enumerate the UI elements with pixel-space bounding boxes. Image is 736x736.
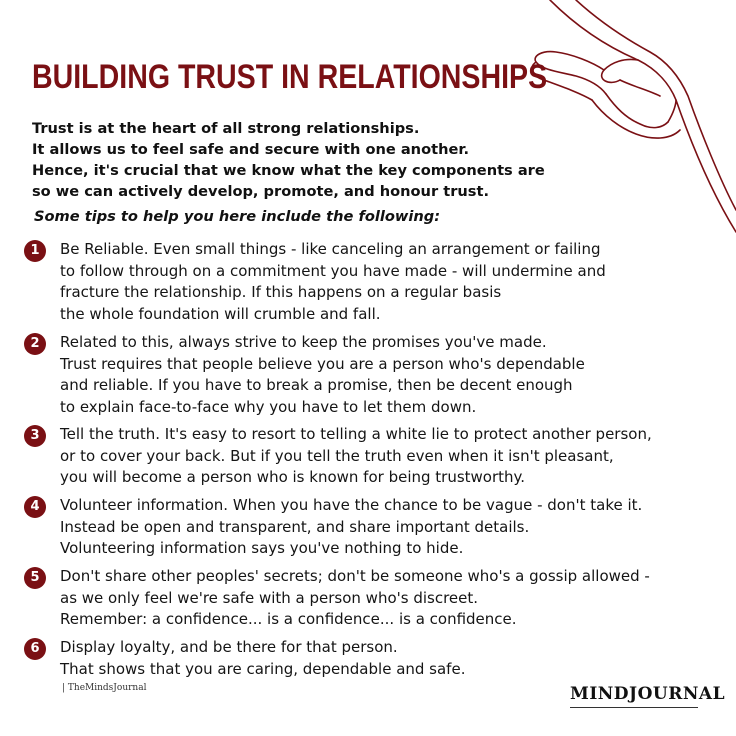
tip-line: Display loyalty, and be there for that person. bbox=[60, 638, 398, 656]
page-title: BUILDING TRUST IN RELATIONSHIPS bbox=[32, 58, 548, 96]
tip-number-badge: 3 bbox=[24, 425, 46, 447]
tip-line: Be Reliable. Even small things - like canceling an arrangement or failing bbox=[60, 240, 601, 258]
tips-intro: Some tips to help you here include the following: bbox=[34, 208, 441, 225]
tip-line: Volunteer information. When you have the chance to be vague - don't take it. bbox=[60, 496, 643, 514]
tip-line: Tell the truth. It's easy to resort to telling a white lie to protect another person, bbox=[60, 425, 652, 443]
source-credit: | TheMindsJournal bbox=[62, 683, 147, 693]
tip-line: fracture the relationship. If this happens on a regular basis bbox=[60, 283, 502, 302]
tip-line: or to cover your back. But if you tell the truth even when it isn't pleasant, bbox=[60, 446, 614, 465]
tip-line: to follow through on a commitment you have made - will undermine and bbox=[60, 261, 606, 280]
tip-number-badge: 2 bbox=[24, 333, 46, 355]
tip-line: Trust requires that people believe you are a person who's dependable bbox=[60, 354, 585, 373]
tip-line: and reliable. If you have to break a promise, then be decent enough bbox=[60, 376, 573, 395]
intro-line: so we can actively develop, promote, and honour trust. bbox=[32, 183, 489, 200]
mindjournal-logo: MINDJOURNAL bbox=[570, 684, 726, 704]
intro-paragraph bbox=[32, 118, 545, 202]
tip-number-badge: 1 bbox=[24, 240, 46, 262]
tip-line: to explain face-to-face why you have to let them down. bbox=[60, 398, 477, 417]
logo-underline bbox=[570, 707, 698, 708]
intro-line: Trust is at the heart of all strong relationships. bbox=[32, 120, 420, 137]
intro-line: It allows us to feel safe and secure with one another. bbox=[32, 141, 470, 158]
tip-number-badge: 6 bbox=[24, 638, 46, 660]
tip-line: Related to this, always strive to keep the promises you've made. bbox=[60, 333, 547, 351]
tip-line: as we only feel we're safe with a person who's discreet. bbox=[60, 588, 479, 607]
intro-line: Hence, it's crucial that we know what the key components are bbox=[32, 162, 545, 179]
tip-line: Remember: a confidence... is a confidence... is a confidence. bbox=[60, 610, 517, 629]
tip-line: the whole foundation will crumble and fall. bbox=[60, 305, 381, 324]
tip-number-badge: 4 bbox=[24, 496, 46, 518]
tip-line: you will become a person who is known for being trustworthy. bbox=[60, 468, 526, 487]
tip-line: That shows that you are caring, dependable and safe. bbox=[60, 659, 466, 678]
tip-line: Volunteering information says you've nothing to hide. bbox=[60, 539, 464, 558]
hand-line-art bbox=[520, 0, 736, 250]
tip-number-badge: 5 bbox=[24, 567, 46, 589]
tip-line: Instead be open and transparent, and share important details. bbox=[60, 517, 530, 536]
tip-line: Don't share other peoples' secrets; don't be someone who's a gossip allowed - bbox=[60, 567, 650, 585]
